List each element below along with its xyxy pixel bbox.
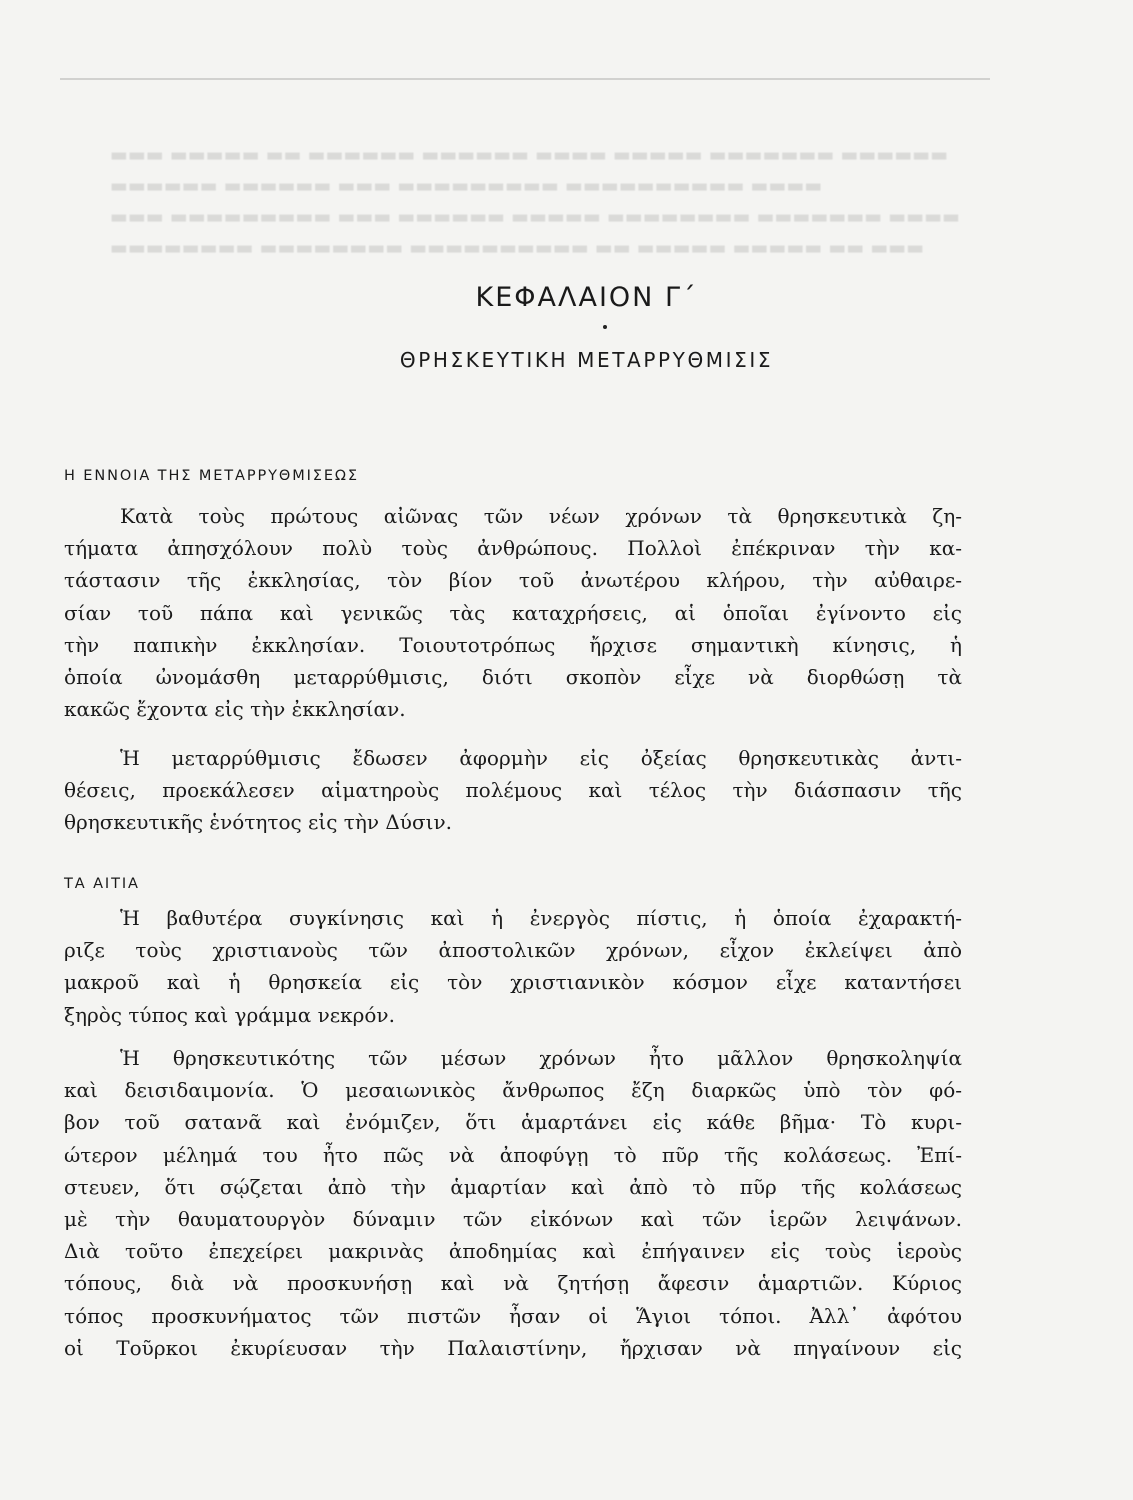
section-heading: Η ΕΝΝΟΙΑ ΤΗΣ ΜΕΤΑΡΡΥΘΜΙΣΕΩΣ (64, 468, 359, 484)
text-line: μὲ τὴν θαυματουργὸν δύναμιν τῶν εἰκόνων καὶ τῶν ἱερῶν λειψάνων. (64, 1207, 962, 1232)
paragraph (64, 1042, 962, 1364)
text-line: τάστασιν τῆς ἐκκλησίας, τὸν βίον τοῦ ἀνωτέρου κλήρου, τὴν αὐθαιρε- (64, 568, 962, 593)
text-line: στευεν, ὅτι σῴζεται ἀπὸ τὴν ἁμαρτίαν καὶ ἀπὸ τὸ πῦρ τῆς κολάσεως (64, 1174, 962, 1199)
paragraph (64, 742, 962, 839)
text-line: Ἡ μεταρρύθμισις ἔδωσεν ἀφορμὴν εἰς ὀξείας θρησκευτικὰς ἀντι- (120, 746, 962, 770)
text-line: καὶ δεισιδαιμονία. Ὁ μεσαιωνικὸς ἄνθρωπος ἔζη διαρκῶς ὑπὸ τὸν φό- (64, 1078, 962, 1103)
text-line: ξηρὸς τύπος καὶ γράμμα νεκρόν. (64, 1002, 395, 1027)
paragraph (64, 500, 962, 725)
text-line: μακροῦ καὶ ἡ θρησκεία εἰς τὸν χριστιανικὸν κόσμον εἶχε καταντήσει (64, 970, 962, 995)
text-line: τόπος προσκυνήματος τῶν πιστῶν ἦσαν οἱ Ἅγιοι τόποι. Ἀλλ᾿ ἀφότου (64, 1303, 962, 1328)
text-line: τήματα ἀπησχόλουν πολὺ τοὺς ἀνθρώπους. Πολλοὶ ἐπέκριναν τὴν κα- (64, 536, 962, 561)
chapter-subtitle: ΘΡΗΣΚΕΥΤΙΚΗ ΜΕΤΑΡΡΥΘΜΙΣΙΣ (399, 348, 774, 372)
text-line: βον τοῦ σατανᾶ καὶ ἐνόμιζεν, ὅτι ἁμαρτάνει εἰς κάθε βῆμα· Τὸ κυρι- (64, 1110, 962, 1135)
text-line: τὴν παπικὴν ἐκκλησίαν. Τοιουτοτρόπως ἤρχισε σημαντικὴ κίνησις, ἡ (64, 632, 962, 657)
text-line: Ἡ θρησκευτικότης τῶν μέσων χρόνων ἦτο μᾶλλον θρησκοληψία (120, 1046, 962, 1070)
text-line: τόπους, διὰ νὰ προσκυνήσῃ καὶ νὰ ζητήσῃ ἄφεσιν ἁμαρτιῶν. Κύριος (64, 1271, 962, 1296)
text-line: ώτερον μέλημά του ἦτο πῶς νὰ ἀποφύγῃ τὸ πῦρ τῆς κολάσεως. Ἐπί- (64, 1142, 962, 1167)
bleed-through-rule (60, 78, 990, 80)
paragraph (64, 902, 962, 1031)
text-line: Κατὰ τοὺς πρώτους αἰῶνας τῶν νέων χρόνων τὰ θρησκευτικὰ ζη- (120, 504, 962, 528)
text-line: οἱ Τοῦρκοι ἐκυρίευσαν τὴν Παλαιστίνην, ἤρχισαν νὰ πηγαίνουν εἰς (64, 1335, 962, 1360)
text-line: Διὰ τοῦτο ἐπεχείρει μακρινὰς ἀποδημίας καὶ ἐπήγαινεν εἰς τοὺς ἱεροὺς (64, 1239, 962, 1264)
text-line: κακῶς ἔχοντα εἰς τὴν ἐκκλησίαν. (64, 697, 406, 722)
text-line: σίαν τοῦ πάπα καὶ γενικῶς τὰς καταχρήσεις, αἱ ὁποῖαι ἐγίνοντο εἰς (64, 600, 962, 625)
text-line: θέσεις, προεκάλεσεν αἱματηροὺς πολέμους καὶ τέλος τὴν διάσπασιν τῆς (64, 778, 962, 803)
bleed-through-text: ▬▬▬ ▬▬▬▬▬ ▬▬ ▬▬▬▬▬▬ ▬▬▬▬▬▬ ▬▬▬▬ ▬▬▬▬▬ ▬▬▬▬▬▬▬ ▬▬▬▬▬▬ ▬▬▬▬▬▬ ▬▬▬▬▬▬ ▬▬▬ ▬▬▬▬▬▬▬▬▬ ▬▬▬▬▬▬▬▬▬▬ ▬▬▬▬ ▬▬▬ ▬▬▬▬▬▬▬▬▬ ▬▬▬ ▬▬▬▬▬▬ ▬▬▬▬▬ ▬▬▬▬▬▬▬▬ ▬▬▬▬▬▬▬ ▬▬▬▬ ▬▬▬▬▬▬▬▬ ▬▬▬▬▬▬▬▬ ▬▬▬▬▬▬▬▬▬▬ ▬▬ ▬▬▬▬▬ ▬▬▬▬▬ ▬▬ ▬▬▬ (110, 144, 961, 259)
section-heading: ΤΑ ΑΙΤΙΑ (64, 876, 140, 892)
ornament-dot (603, 325, 607, 329)
text-line: θρησκευτικῆς ἑνότητος εἰς τὴν Δύσιν. (64, 810, 452, 835)
text-line: ὁποία ὠνομάσθη μεταρρύθμισις, διότι σκοπὸν εἶχε νὰ διορθώσῃ τὰ (64, 665, 962, 690)
chapter-title: ΚΕΦΑΛΑΙΟΝ Γ΄ (475, 282, 698, 313)
text-line: ριζε τοὺς χριστιανοὺς τῶν ἀποστολικῶν χρόνων, εἶχον ἐκλείψει ἀπὸ (64, 938, 962, 963)
text-line: Ἡ βαθυτέρα συγκίνησις καὶ ἡ ἐνεργὸς πίστις, ἡ ὁποία ἐχαρακτή- (120, 906, 962, 930)
